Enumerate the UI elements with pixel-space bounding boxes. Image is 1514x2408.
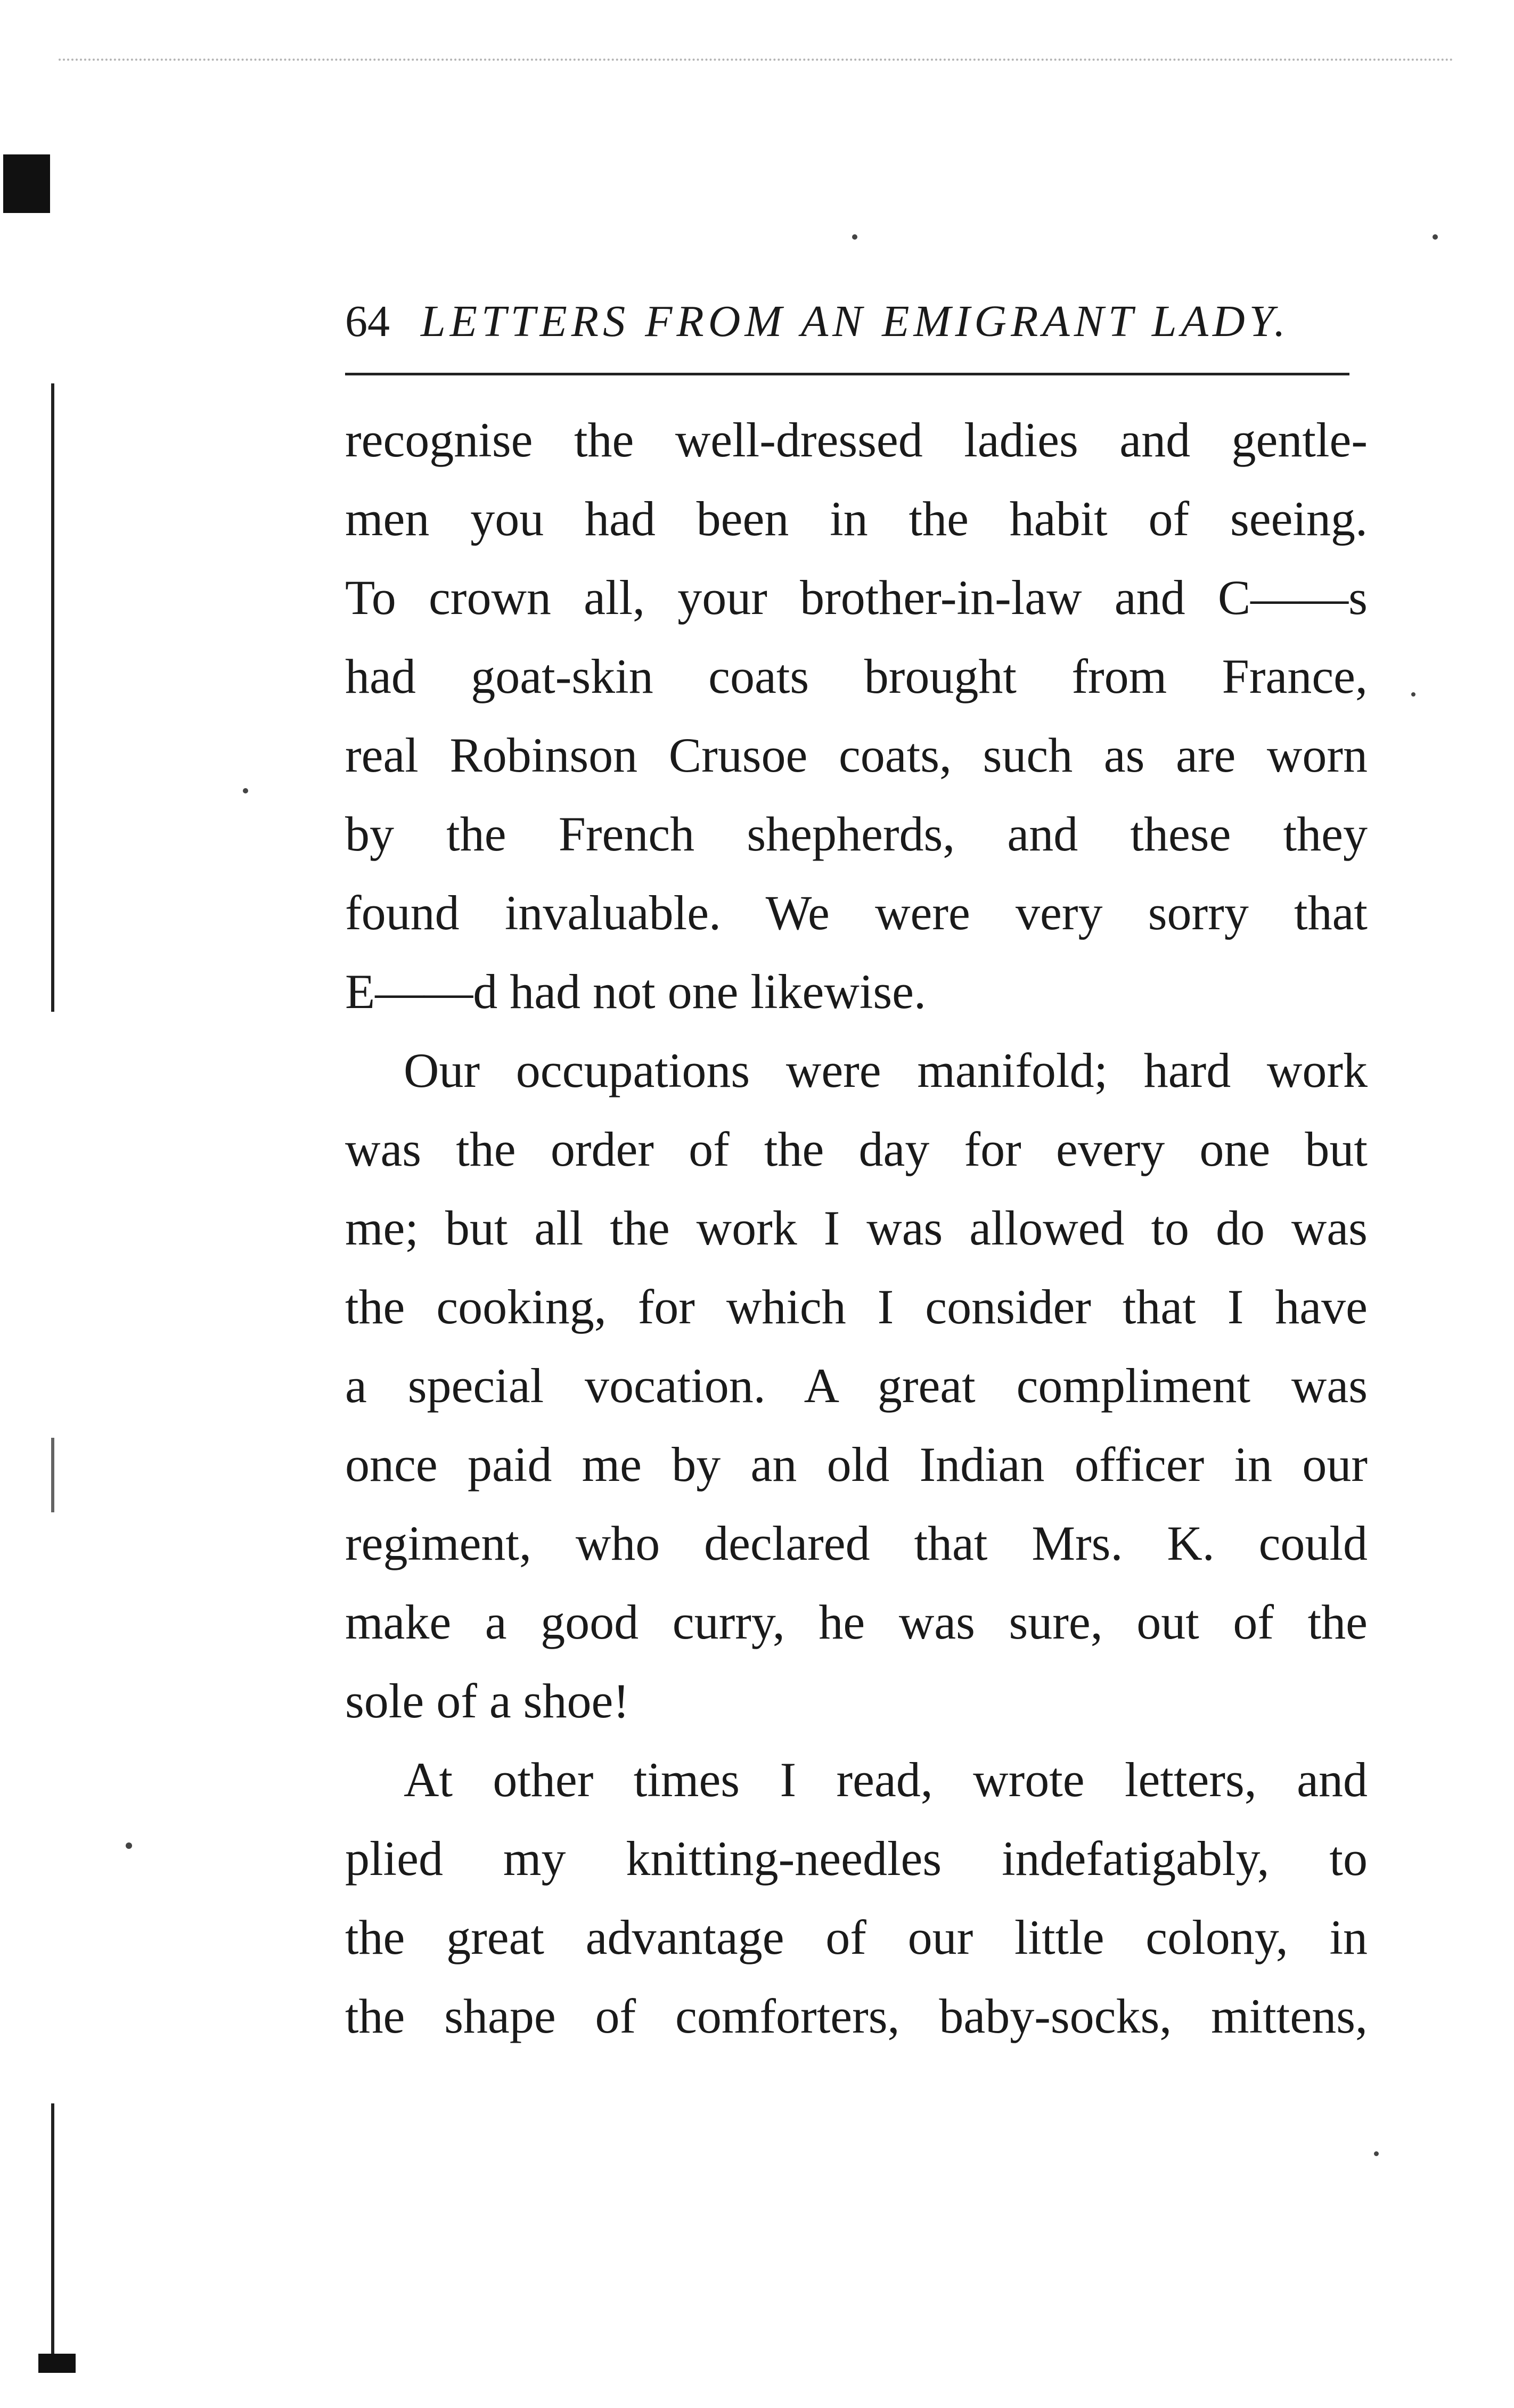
text-line: once paid me by an old Indian officer in our — [345, 1437, 1368, 1492]
text-line: sole of a shoe! — [345, 1674, 629, 1728]
text-line: plied my knitting-needles indefatigably, to — [345, 1831, 1368, 1886]
text-line: the cooking, for which I consider that I have — [345, 1280, 1368, 1334]
scan-speck — [243, 788, 248, 793]
text-line: by the French shepherds, and these they — [345, 807, 1368, 861]
running-head — [345, 296, 1357, 354]
paragraph-first-line: At other times I read, wrote letters, and — [404, 1752, 1368, 1807]
text-line: a special vocation. A great compliment was — [345, 1358, 1368, 1413]
text-line: the shape of comforters, baby-socks, mittens, — [345, 1989, 1368, 2043]
scan-binding-mark — [3, 154, 50, 213]
page-number: 64 — [345, 297, 390, 346]
text-line: was the order of the day for every one but — [345, 1122, 1368, 1176]
text-line: had goat-skin coats brought from France, — [345, 649, 1368, 703]
text-line: men you had been in the habit of seeing. — [345, 492, 1368, 546]
scan-binding-mark — [38, 2354, 76, 2373]
text-line: To crown all, your brother-in-law and C——s — [345, 570, 1368, 625]
text-line: found invaluable. We were very sorry that — [345, 886, 1368, 940]
text-line: recognise the well-dressed ladies and gentle- — [345, 413, 1368, 467]
scan-binding-line — [51, 383, 54, 1012]
text-line: real Robinson Crusoe coats, such as are worn — [345, 728, 1368, 782]
text-line: the great advantage of our little colony, in — [345, 1910, 1368, 1964]
scan-speck — [852, 234, 857, 240]
paragraph-first-line: Our occupations were manifold; hard work — [404, 1043, 1368, 1097]
scan-speck — [1374, 2151, 1379, 2156]
scan-speck — [126, 1842, 132, 1849]
scan-speck — [1433, 234, 1438, 240]
scan-speck — [1411, 692, 1415, 697]
body-text — [345, 400, 1368, 2055]
running-title: LETTERS FROM AN EMIGRANT LADY. — [421, 297, 1290, 346]
text-line: E——d had not one likewise. — [345, 964, 927, 1019]
scan-binding-line — [51, 2103, 54, 2354]
text-line: make a good curry, he was sure, out of the — [345, 1595, 1368, 1649]
scan-noise-top — [59, 21, 1454, 61]
text-line: regiment, who declared that Mrs. K. could — [345, 1516, 1368, 1570]
scan-binding-line — [51, 1438, 54, 1512]
text-line: me; but all the work I was allowed to do was — [345, 1201, 1368, 1255]
header-rule — [345, 373, 1349, 375]
